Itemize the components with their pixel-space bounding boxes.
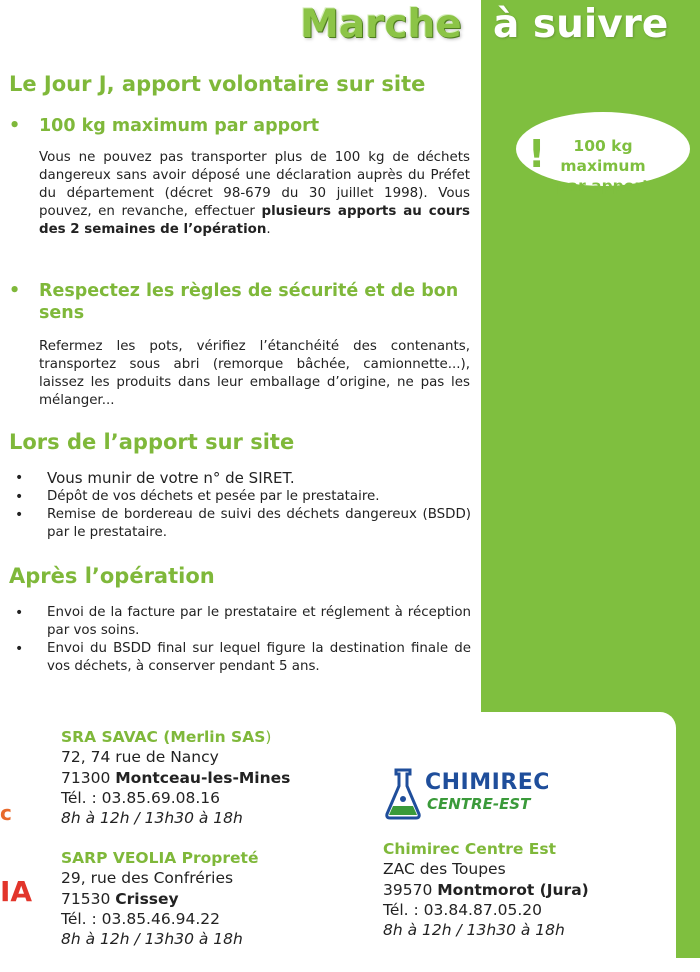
list-apport-site [9, 468, 471, 542]
contact-hours: 8h à 12h / 13h30 à 18h [61, 930, 243, 949]
para-100kg-bold: plusieurs apports au cours des 2 semaines de l’opération [39, 204, 471, 237]
edge-letter-c: c [0, 801, 12, 825]
chimirec-logo-sub: CENTRE-EST [427, 795, 531, 813]
contact-street: 72, 74 rue de Nancy [61, 748, 219, 767]
list-apres-operation [9, 604, 471, 676]
callout-line2: maximum [560, 157, 646, 175]
contact-hours: 8h à 12h / 13h30 à 18h [383, 921, 565, 940]
contact-city: Montmorot (Jura) [437, 880, 589, 899]
contact-sra-savac [61, 727, 290, 828]
list-item: • Envoi du BSDD final sur lequel figure la destination finale de vos déchets, à conserver pendant 5 ans. [9, 640, 471, 676]
contact-chimirec [383, 839, 589, 940]
contact-postcode: 71530 [61, 889, 111, 908]
contact-postcode: 39570 [383, 880, 433, 899]
bullet-100kg [9, 115, 471, 137]
contact-name: SRA SAVAC (Merlin SAS [61, 728, 266, 746]
contact-street: ZAC des Toupes [383, 860, 506, 879]
heading-apport-site: Lors de l’apport sur site [9, 430, 295, 454]
title-a-suivre: à suivre [493, 2, 669, 47]
chimirec-logo-name: CHIMIREC [425, 770, 550, 795]
callout-line1: 100 kg [573, 137, 633, 155]
bullet-securite-title: Respectez les règles de sécurité et de bon sens [39, 281, 459, 323]
contact-sarp-veolia [61, 848, 258, 949]
chimirec-logo [383, 766, 583, 822]
bullet-dot: • [9, 116, 21, 136]
list-item: • Vous munir de votre n° de SIRET. [9, 468, 471, 488]
title-marche: Marche [300, 2, 462, 47]
para-100kg-text: Vous ne pouvez pas transporter plus de 100 kg de déchets dangereux sans avoir déposé une déclaration auprès du Préfet du département (décret 98-679 du 30 juillet 1998). Vous pouvez, en revanche, effectuer [39, 150, 470, 219]
contact-city: Crissey [115, 889, 179, 908]
para-100kg-end: . [266, 222, 271, 237]
contact-hours: 8h à 12h / 13h30 à 18h [61, 809, 243, 828]
heading-jour-j: Le Jour J, apport volontaire sur site [9, 72, 426, 96]
bullet-dot: • [9, 281, 21, 301]
list-item: • Remise de bordereau de suivi des déchets dangereux (BSDD) par le prestataire. [9, 506, 471, 542]
para-100kg [39, 149, 470, 239]
edge-letters-ia: IA [0, 875, 33, 908]
callout-line3: par apport [556, 177, 650, 195]
list-item: • Envoi de la facture par le prestataire et réglement à réception par vos soins. [9, 604, 471, 640]
contact-city: Montceau-les-Mines [115, 768, 291, 787]
contact-phone: Tél. : 03.85.46.94.22 [61, 909, 221, 928]
flask-icon [383, 766, 423, 822]
heading-apres-operation: Après l’opération [9, 564, 215, 588]
exclamation-icon: ! [528, 132, 546, 176]
para-securite: Refermez les pots, vérifiez l’étanchéité des contenants, transportez sous abri (remorque bâchée, camionnette...), laissez les produits dans leur emballage d’origine, ne pas les mélanger... [39, 339, 470, 408]
contact-street: 29, rue des Confréries [61, 869, 234, 888]
contact-phone: Tél. : 03.85.69.08.16 [61, 788, 221, 807]
bullet-100kg-title: 100 kg maximum par apport [39, 116, 320, 136]
contact-name: Chimirec Centre Est [383, 840, 557, 858]
callout-text [548, 136, 658, 196]
list-item: • Dépôt de vos déchets et pesée par le prestataire. [9, 488, 471, 506]
contact-postcode: 71300 [61, 768, 111, 787]
contact-name-paren: ) [265, 728, 272, 746]
contact-phone: Tél. : 03.84.87.05.20 [383, 900, 543, 919]
contact-name: SARP VEOLIA Propreté [61, 849, 259, 867]
bullet-securite [9, 280, 471, 323]
